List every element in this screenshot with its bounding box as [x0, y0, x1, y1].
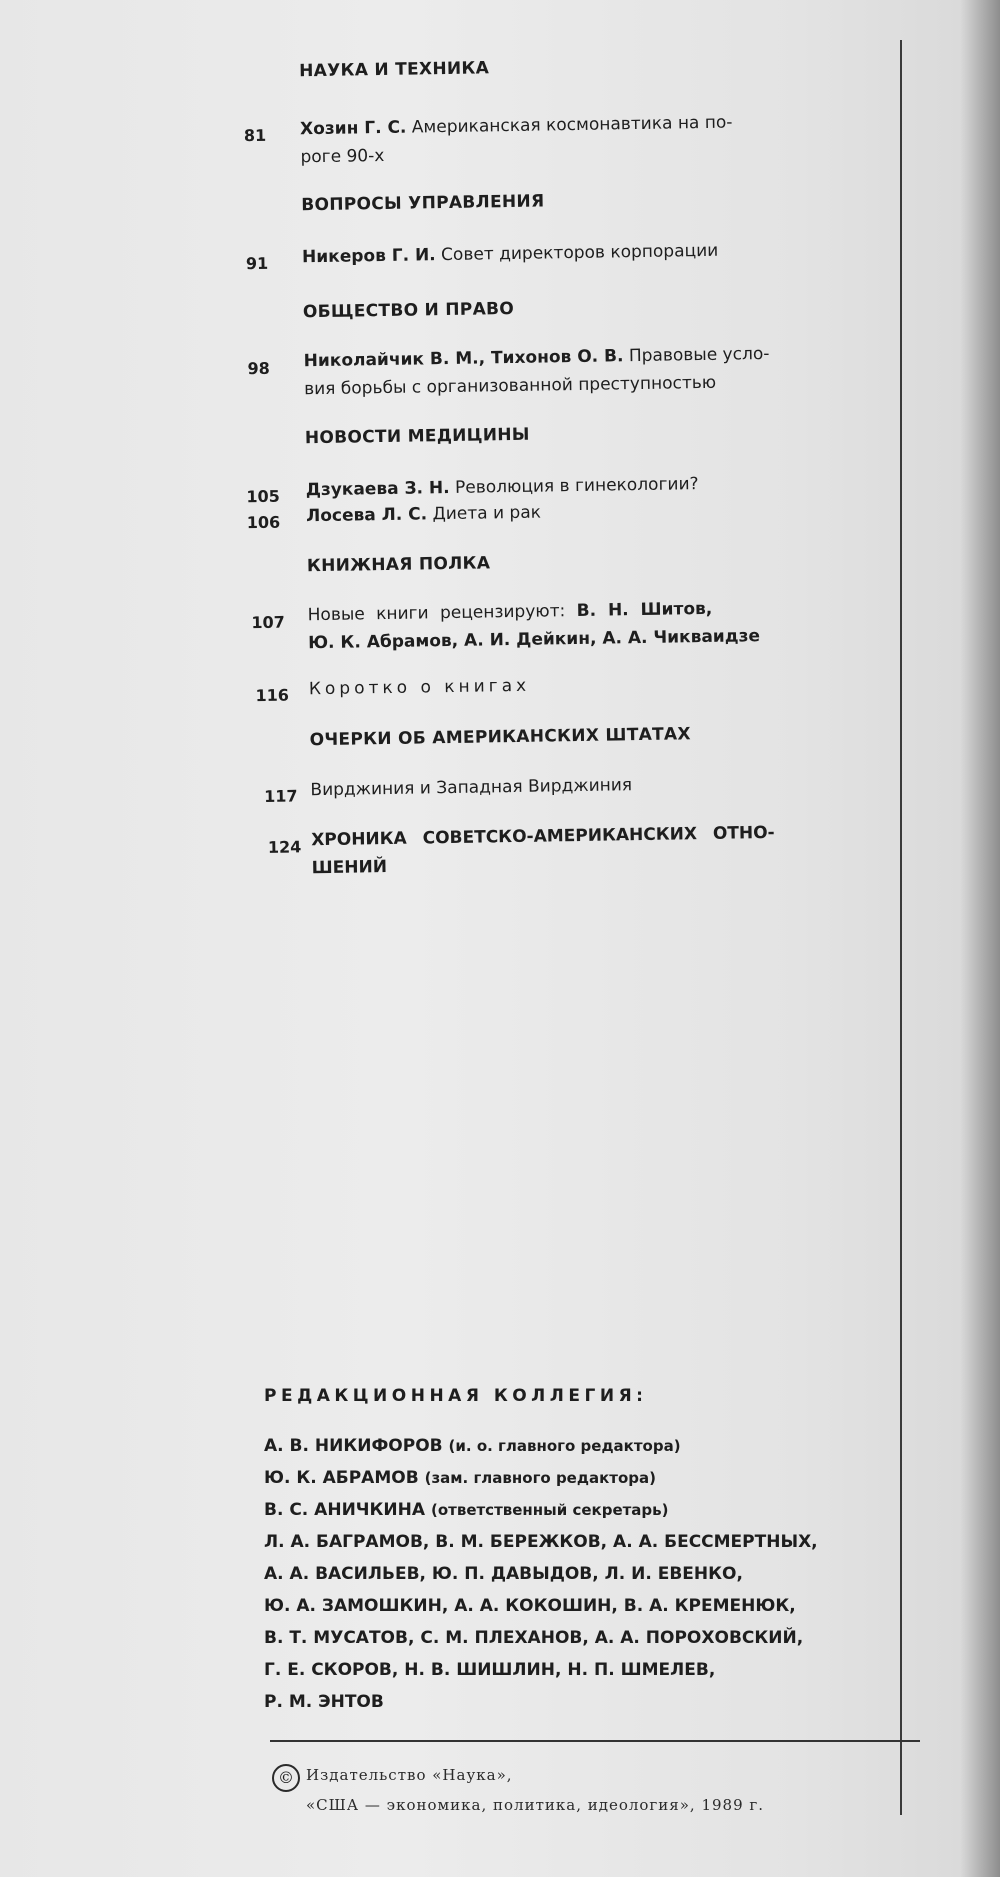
- imprint-divider: [270, 1740, 920, 1742]
- entry-title: ХРОНИКА СОВЕТСКО-АМЕРИКАНСКИХ ОТНО-: [311, 822, 775, 851]
- page-number: 124: [267, 837, 302, 857]
- section-heading: ОЧЕРКИ ОБ АМЕРИКАНСКИХ ШТАТАХ: [309, 724, 692, 751]
- entry-author: Хозин Г. С.: [299, 117, 407, 140]
- board-members-line: Л. А. БАГРАМОВ, В. М. БЕРЕЖКОВ, А. А. БЕССМЕРТНЫХ,: [264, 1532, 818, 1552]
- editorial-board-title: РЕДАКЦИОННАЯ КОЛЛЕГИЯ:: [264, 1386, 648, 1406]
- board-member-role: (зам. главного редактора): [424, 1469, 656, 1487]
- copyright-icon: ©: [272, 1764, 300, 1792]
- entry-title-continued: роге 90-х: [300, 145, 385, 168]
- board-members-line: Г. Е. СКОРОВ, Н. В. ШИШЛИН, Н. П. ШМЕЛЕВ,: [264, 1660, 716, 1680]
- entry-title: Правовые усло-: [628, 343, 770, 367]
- section-heading: ОБЩЕСТВО И ПРАВО: [302, 298, 515, 323]
- board-members-line: Ю. А. ЗАМОШКИН, А. А. КОКОШИН, В. А. КРЕМЕНЮК,: [264, 1596, 796, 1616]
- board-member-name: А. В. НИКИФОРОВ: [264, 1436, 443, 1456]
- board-member-role: (и. о. главного редактора): [448, 1437, 681, 1455]
- section-heading: КНИЖНАЯ ПОЛКА: [306, 553, 491, 577]
- page-number: 98: [247, 358, 270, 379]
- entry-title-continued: вия борьбы с организованной преступностью: [303, 372, 717, 400]
- entry-author: Никеров Г. И.: [301, 245, 436, 268]
- entry-title: Коротко о книгах: [308, 675, 531, 700]
- entry-author: Николайчик В. М., Тихонов О. В.: [303, 346, 624, 372]
- publisher-line: Издательство «Наука»,: [306, 1766, 513, 1784]
- page-number: 116: [255, 685, 290, 706]
- page-number: 117: [263, 786, 298, 806]
- page-number: 81: [243, 125, 267, 146]
- entry-title: Совет директоров корпорации: [440, 240, 719, 266]
- board-member-line: [264, 1436, 681, 1456]
- entry-lead: Новые книги рецензируют:: [307, 601, 566, 626]
- board-members-line: В. Т. МУСАТОВ, С. М. ПЛЕХАНОВ, А. А. ПОРОХОВСКИЙ,: [264, 1628, 804, 1648]
- page-number: 107: [251, 612, 285, 633]
- board-member-line: [264, 1468, 656, 1488]
- entry-title: Американская космонавтика на по-: [411, 112, 733, 138]
- board-member-role: (ответственный секретарь): [430, 1501, 669, 1519]
- section-heading: НАУКА И ТЕХНИКА: [298, 58, 490, 82]
- board-member-line: [264, 1500, 669, 1520]
- board-members-line: А. А. ВАСИЛЬЕВ, Ю. П. ДАВЫДОВ, Л. И. ЕВЕНКО,: [264, 1564, 743, 1584]
- page-number: 91: [245, 253, 269, 274]
- toc-entry: [302, 234, 872, 271]
- page-number: 105: [246, 486, 280, 507]
- entry-author: Дзукаева З. Н.: [305, 477, 450, 501]
- board-members-line: Р. М. ЭНТОВ: [264, 1692, 384, 1712]
- entry-title-continued: ШЕНИЙ: [311, 857, 388, 879]
- entry-author: Лосева Л. С.: [305, 504, 428, 527]
- page-number: 106: [246, 512, 281, 533]
- entry-title: Революция в гинекологии?: [454, 474, 699, 498]
- section-heading: ВОПРОСЫ УПРАВЛЕНИЯ: [301, 191, 545, 216]
- entry-authors-continued: Ю. К. Абрамов, А. И. Дейкин, А. А. Чикваидзе: [307, 626, 761, 654]
- board-member-name: В. С. АНИЧКИНА: [264, 1500, 426, 1520]
- entry-title: Диета и рак: [432, 502, 542, 525]
- section-heading: НОВОСТИ МЕДИЦИНЫ: [304, 424, 530, 449]
- board-member-name: Ю. К. АБРАМОВ: [264, 1468, 419, 1488]
- entry-title: Вирджиния и Западная Вирджиния: [310, 775, 633, 801]
- entry-author: В. Н. Шитов,: [576, 598, 713, 622]
- journal-line: «США — экономика, политика, идеология», 1989 г.: [306, 1796, 765, 1814]
